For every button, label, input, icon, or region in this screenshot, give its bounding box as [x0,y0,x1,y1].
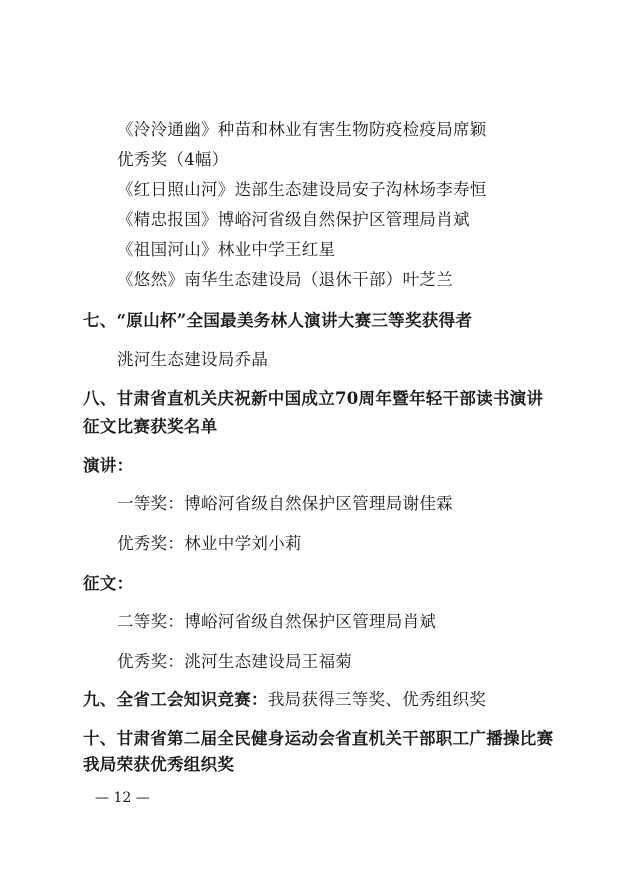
section-9-text: 我局获得三等奖、优秀组织奖 [267,690,487,709]
award-line-3: 《精忠报国》博峪河省级自然保护区管理局肖斌 [117,210,470,229]
speech-excellent-prize: 优秀奖：林业中学刘小莉 [117,534,302,553]
award-category-excellent: 优秀奖（4幅） [117,150,229,169]
speech-first-prize: 一等奖：博峪河省级自然保护区管理局谢佳霖 [117,494,453,513]
award-line-2: 《红日照山河》迭部生态建设局安子沟林场李寿恒 [117,180,487,199]
section-7-heading: 七、“原山杯”全国最美务林人演讲大赛三等奖获得者 [83,311,473,330]
section-10-line2: 我局荣获优秀组织奖 [83,755,235,774]
section-10-line1: 十、甘肃省第二届全民健身运动会省直机关干部职工广播操比赛 [83,729,554,748]
award-line-1: 《泠泠通幽》种苗和林业有害生物防疫检疫局席颖 [117,120,487,139]
award-line-5: 《悠然》南华生态建设局（退休干部）叶芝兰 [117,270,453,289]
award-line-4: 《祖国河山》林业中学王红星 [117,240,336,259]
section-9 [83,686,486,710]
speech-label: 演讲： [83,456,134,475]
page-number: — 12 — [95,790,150,806]
essay-second-prize: 二等奖：博峪河省级自然保护区管理局肖斌 [117,612,437,631]
essay-excellent-prize: 优秀奖：洮河生态建设局王福菊 [117,652,353,671]
section-9-heading: 九、全省工会知识竞赛： [83,690,268,709]
section-8-heading-line2: 征文比赛获奖名单 [83,417,218,436]
section-8-heading-line1: 八、甘肃省直机关庆祝新中国成立70周年暨年轻干部读书演讲 [83,389,544,408]
essay-label: 征文： [83,574,134,593]
section-7-winner: 洮河生态建设局乔晶 [117,350,269,369]
